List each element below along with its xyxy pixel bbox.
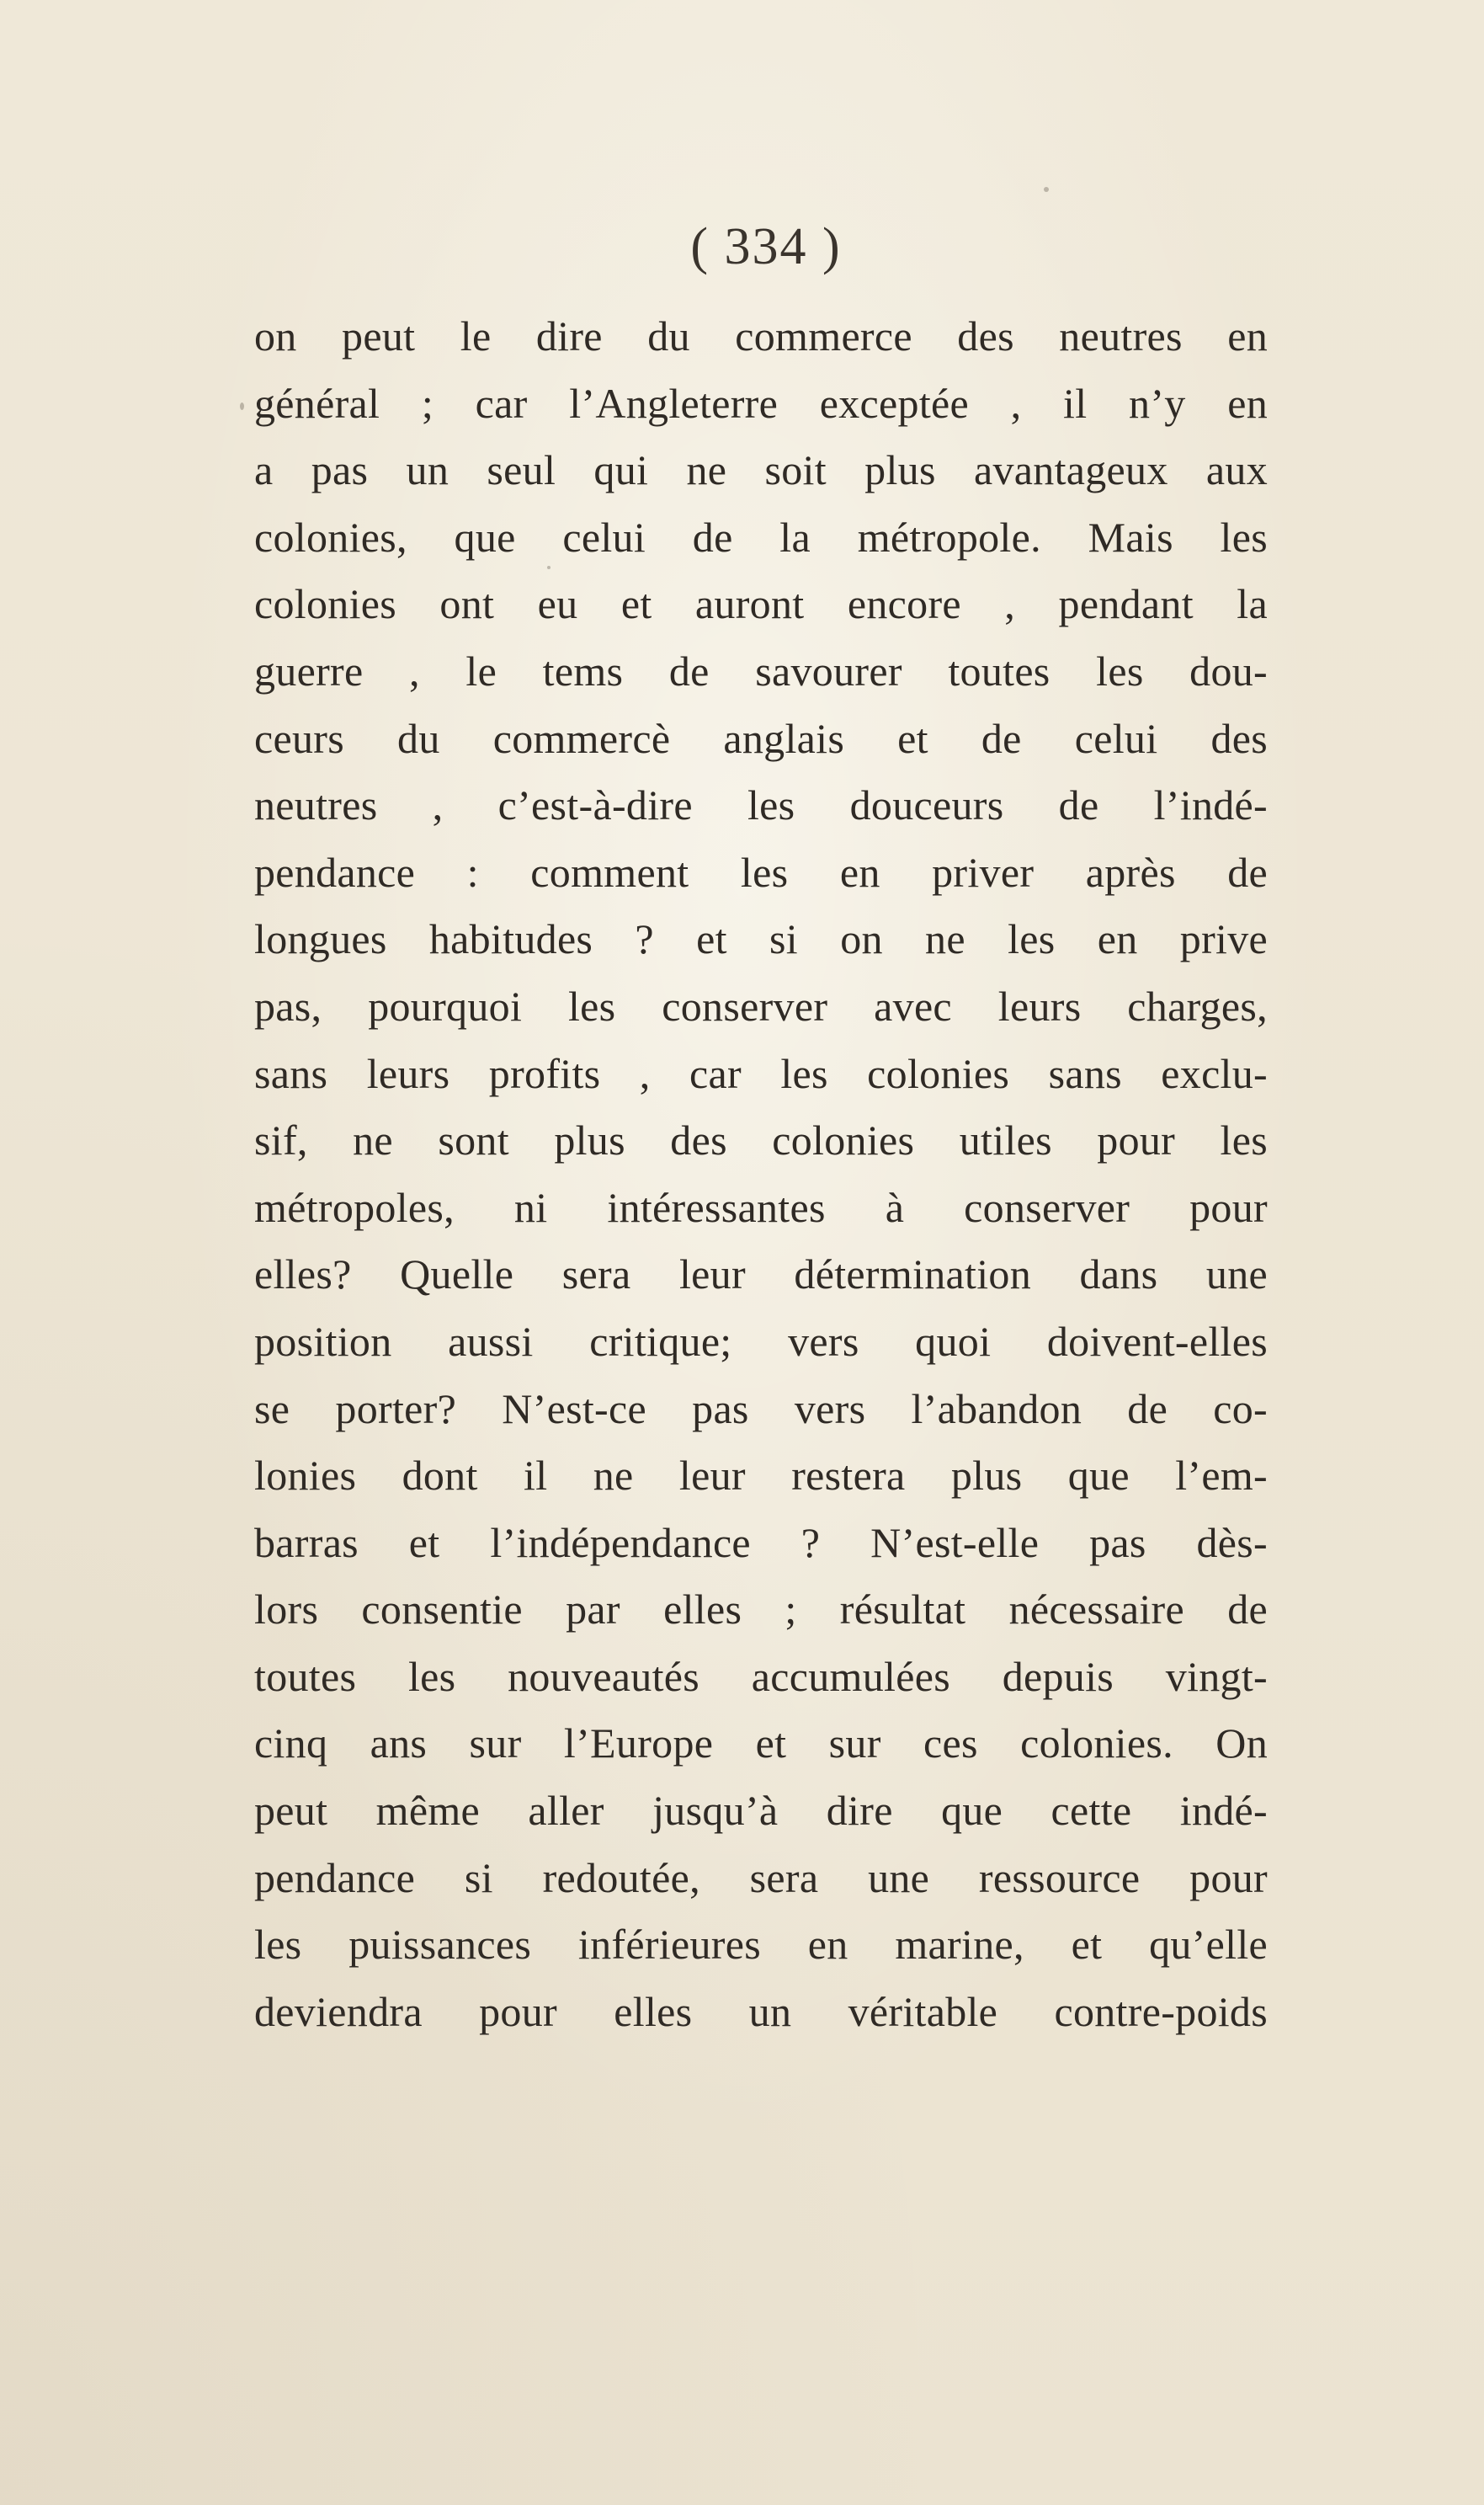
text-line: ceurs du commercè anglais et de celui des <box>254 714 1268 762</box>
text-line: métropoles, ni intéressantes à conserver pour <box>254 1183 1268 1231</box>
text-line: colonies, que celui de la métropole. Mais les <box>254 513 1268 561</box>
text-line: position aussi critique; vers quoi doivent-elles <box>254 1317 1268 1365</box>
text-line: barras et l’indépendance ? N’est-elle pas dès- <box>254 1518 1268 1566</box>
text-line: se porter? N’est-ce pas vers l’abandon de co- <box>254 1384 1268 1432</box>
text-line: a pas un seul qui ne soit plus avantageux aux <box>254 446 1268 494</box>
text-line: on peut le dire du commerce des neutres en <box>254 312 1268 360</box>
body-text <box>254 303 1268 2045</box>
paper-speck <box>1044 187 1049 192</box>
text-line: pendance si redoutée, sera une ressource pour <box>254 1853 1268 1901</box>
text-line: colonies ont eu et auront encore , pendant la <box>254 580 1268 628</box>
text-line: sans leurs profits , car les colonies sans exclu- <box>254 1049 1268 1097</box>
text-line: neutres , c’est-à-dire les douceurs de l’indé- <box>254 781 1268 829</box>
paper-speck <box>240 402 244 410</box>
text-line: sif, ne sont plus des colonies utiles pour les <box>254 1117 1268 1165</box>
text-line: les puissances inférieures en marine, et qu’elle <box>254 1921 1268 1969</box>
text-line: lors consentie par elles ; résultat nécessaire de <box>254 1586 1268 1634</box>
text-line: cinq ans sur l’Europe et sur ces colonies. On <box>254 1719 1268 1767</box>
text-line: longues habitudes ? et si on ne les en prive <box>254 915 1268 963</box>
text-line: lonies dont il ne leur restera plus que l’em- <box>254 1452 1268 1500</box>
text-line: elles? Quelle sera leur détermination dans une <box>254 1250 1268 1298</box>
paper-speck <box>547 566 551 569</box>
text-line: peut même aller jusqu’à dire que cette indé- <box>254 1787 1268 1835</box>
text-line: pas, pourquoi les conserver avec leurs charges, <box>254 982 1268 1030</box>
text-line: général ; car l’Angleterre exceptée , il n’y en <box>254 379 1268 427</box>
text-line: toutes les nouveautés accumulées depuis vingt- <box>254 1652 1268 1700</box>
text-line: deviendra pour elles un véritable contre-poids <box>254 1987 1268 2035</box>
text-line: pendance : comment les en priver après de <box>254 848 1268 896</box>
text-line: guerre , le tems de savourer toutes les dou- <box>254 647 1268 695</box>
page-number: ( 334 ) <box>690 218 842 275</box>
